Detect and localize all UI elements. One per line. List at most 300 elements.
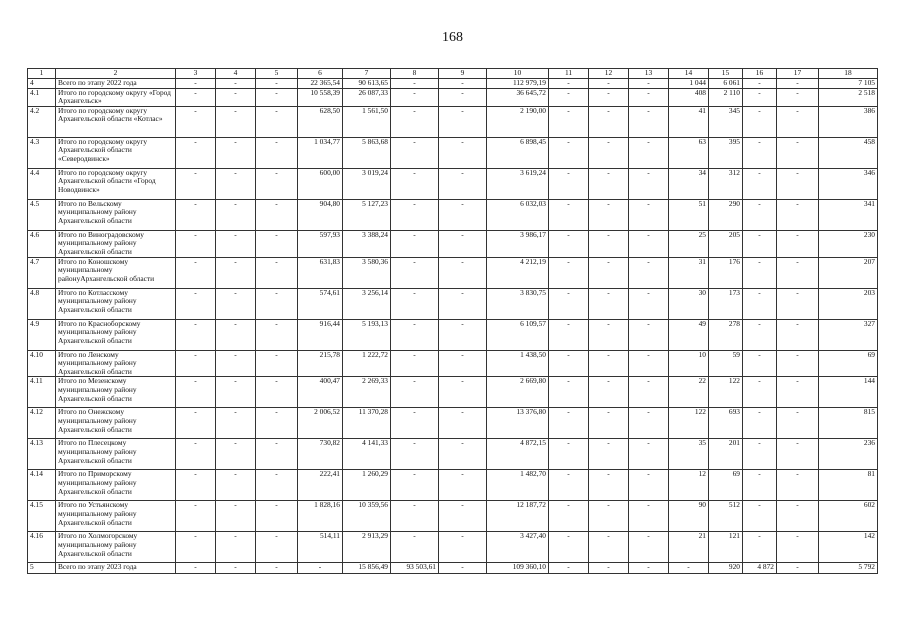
value-cell: - [549, 439, 589, 470]
row-name-cell: Итого по Коношскому муниципальному районуАрхангельской области [56, 257, 176, 288]
value-cell: - [549, 532, 589, 563]
row-name-cell: Итого по Онежскому муниципальному району Архангельской области [56, 408, 176, 439]
value-cell: 21 [669, 532, 709, 563]
value-cell: 386 [819, 106, 878, 137]
table-row [28, 501, 878, 532]
value-cell: 201 [709, 439, 743, 470]
value-cell: 35 [669, 439, 709, 470]
value-cell: - [549, 408, 589, 439]
value-cell: - [391, 288, 439, 319]
value-cell: - [629, 88, 669, 106]
row-name-cell: Итого по Виноградовскому муниципальному району Архангельской области [56, 230, 176, 257]
value-cell: 207 [819, 257, 878, 288]
value-cell: 512 [709, 501, 743, 532]
value-cell: 2 190,00 [487, 106, 549, 137]
table-row [28, 199, 878, 230]
value-cell: - [549, 137, 589, 168]
row-number-cell: 4.9 [28, 319, 56, 350]
value-cell: 3 388,24 [343, 230, 391, 257]
table-row [28, 257, 878, 288]
value-cell: 12 187,72 [487, 501, 549, 532]
row-name-cell: Итого по Приморскому муниципальному району Архангельской области [56, 470, 176, 501]
value-cell: - [216, 199, 256, 230]
table-row [28, 470, 878, 501]
value-cell: 3 019,24 [343, 168, 391, 199]
value-cell: 1 034,77 [298, 137, 343, 168]
value-cell: - [256, 532, 298, 563]
value-cell: 230 [819, 230, 878, 257]
value-cell: - [629, 106, 669, 137]
value-cell: - [777, 532, 819, 563]
value-cell: - [743, 137, 777, 168]
row-number-cell: 4 [28, 79, 56, 89]
value-cell: - [216, 288, 256, 319]
value-cell: - [176, 137, 216, 168]
value-cell: - [743, 230, 777, 257]
value-cell: 90 613,65 [343, 79, 391, 89]
value-cell: 1 561,50 [343, 106, 391, 137]
value-cell: - [216, 230, 256, 257]
value-cell: 81 [819, 470, 878, 501]
row-name-cell: Итого по Красноборскому муниципальному району Архангельской области [56, 319, 176, 350]
column-number-cell: 18 [819, 69, 878, 79]
value-cell: - [549, 377, 589, 408]
value-cell: - [176, 319, 216, 350]
value-cell: 628,50 [298, 106, 343, 137]
value-cell: - [256, 79, 298, 89]
value-cell: 2 669,80 [487, 377, 549, 408]
value-cell: 112 979,19 [487, 79, 549, 89]
value-cell: - [777, 230, 819, 257]
value-cell: 1 438,50 [487, 350, 549, 377]
value-cell: - [743, 288, 777, 319]
value-cell: - [589, 501, 629, 532]
value-cell: - [256, 257, 298, 288]
value-cell: 815 [819, 408, 878, 439]
value-cell: - [256, 319, 298, 350]
value-cell: - [549, 470, 589, 501]
value-cell: 346 [819, 168, 878, 199]
value-cell: 6 109,57 [487, 319, 549, 350]
column-number-cell: 14 [669, 69, 709, 79]
column-number-cell: 13 [629, 69, 669, 79]
table-row [28, 377, 878, 408]
row-name-cell: Итого по Котласскому муниципальному району Архангельской области [56, 288, 176, 319]
value-cell: - [439, 199, 487, 230]
value-cell: 41 [669, 106, 709, 137]
value-cell: - [256, 88, 298, 106]
value-cell: 25 [669, 230, 709, 257]
value-cell: - [439, 532, 487, 563]
table-row [28, 106, 878, 137]
row-name-cell: Итого по Ленскому муниципальному району Архангельской области [56, 350, 176, 377]
value-cell: - [629, 137, 669, 168]
value-cell: 11 370,28 [343, 408, 391, 439]
value-cell: - [439, 501, 487, 532]
value-cell: 22 365,54 [298, 79, 343, 89]
value-cell: - [777, 501, 819, 532]
column-number-row [28, 69, 878, 79]
value-cell: 90 [669, 501, 709, 532]
data-table [27, 68, 878, 574]
table-row [28, 563, 878, 574]
value-cell: - [439, 230, 487, 257]
value-cell: - [743, 319, 777, 350]
value-cell: - [391, 79, 439, 89]
value-cell: 31 [669, 257, 709, 288]
row-number-cell: 4.8 [28, 288, 56, 319]
value-cell: - [439, 377, 487, 408]
value-cell: - [439, 106, 487, 137]
column-number-cell: 15 [709, 69, 743, 79]
value-cell: - [589, 470, 629, 501]
value-cell: - [589, 439, 629, 470]
value-cell: 5 792 [819, 563, 878, 574]
row-name-cell: Итого по Вельскому муниципальному району Архангельской области [56, 199, 176, 230]
value-cell: - [391, 501, 439, 532]
column-number-cell: 6 [298, 69, 343, 79]
value-cell: 597,93 [298, 230, 343, 257]
value-cell: - [589, 408, 629, 439]
value-cell: - [439, 350, 487, 377]
column-number-cell: 10 [487, 69, 549, 79]
table-row [28, 532, 878, 563]
value-cell: - [391, 439, 439, 470]
value-cell: - [589, 350, 629, 377]
value-cell: - [391, 230, 439, 257]
value-cell: - [391, 377, 439, 408]
row-number-cell: 4.7 [28, 257, 56, 288]
row-name-cell: Итого по городскому округу Архангельской области «Котлас» [56, 106, 176, 137]
value-cell: 30 [669, 288, 709, 319]
value-cell: - [176, 439, 216, 470]
value-cell: 730,82 [298, 439, 343, 470]
value-cell: - [589, 230, 629, 257]
value-cell: - [777, 408, 819, 439]
value-cell: - [549, 88, 589, 106]
value-cell: 4 872,15 [487, 439, 549, 470]
value-cell: 3 830,75 [487, 288, 549, 319]
value-cell: 144 [819, 377, 878, 408]
value-cell: - [589, 532, 629, 563]
value-cell: 176 [709, 257, 743, 288]
value-cell: - [589, 288, 629, 319]
value-cell: - [439, 319, 487, 350]
row-number-cell: 5 [28, 563, 56, 574]
value-cell: - [391, 350, 439, 377]
column-number-cell: 8 [391, 69, 439, 79]
value-cell: 904,80 [298, 199, 343, 230]
value-cell: 278 [709, 319, 743, 350]
value-cell: - [391, 408, 439, 439]
value-cell: - [777, 439, 819, 470]
value-cell: - [549, 79, 589, 89]
value-cell: - [176, 532, 216, 563]
value-cell: - [298, 563, 343, 574]
table-row [28, 319, 878, 350]
value-cell: - [256, 501, 298, 532]
value-cell: - [549, 319, 589, 350]
value-cell: - [549, 501, 589, 532]
value-cell: 34 [669, 168, 709, 199]
value-cell: 36 645,72 [487, 88, 549, 106]
value-cell: 408 [669, 88, 709, 106]
value-cell: - [629, 350, 669, 377]
value-cell: - [216, 319, 256, 350]
value-cell: - [176, 288, 216, 319]
value-cell: 290 [709, 199, 743, 230]
value-cell: - [629, 199, 669, 230]
value-cell: 236 [819, 439, 878, 470]
value-cell: 203 [819, 288, 878, 319]
value-cell: - [777, 350, 819, 377]
value-cell: - [176, 88, 216, 106]
value-cell: - [216, 470, 256, 501]
value-cell: 49 [669, 319, 709, 350]
value-cell: 2 913,29 [343, 532, 391, 563]
value-cell: 2 110 [709, 88, 743, 106]
value-cell: - [391, 532, 439, 563]
value-cell: - [743, 168, 777, 199]
row-number-cell: 4.10 [28, 350, 56, 377]
row-name-cell: Всего по этапу 2022 года [56, 79, 176, 89]
value-cell: - [439, 257, 487, 288]
value-cell: - [629, 319, 669, 350]
row-number-cell: 4.6 [28, 230, 56, 257]
value-cell: 3 256,14 [343, 288, 391, 319]
value-cell: - [777, 137, 819, 168]
value-cell: - [777, 563, 819, 574]
value-cell: - [256, 137, 298, 168]
value-cell: 4 141,33 [343, 439, 391, 470]
value-cell: - [589, 199, 629, 230]
value-cell: 51 [669, 199, 709, 230]
row-number-cell: 4.15 [28, 501, 56, 532]
value-cell: - [216, 350, 256, 377]
value-cell: - [549, 563, 589, 574]
value-cell: 205 [709, 230, 743, 257]
value-cell: - [391, 319, 439, 350]
value-cell: - [777, 168, 819, 199]
value-cell: - [743, 470, 777, 501]
value-cell: 574,61 [298, 288, 343, 319]
value-cell: - [216, 106, 256, 137]
value-cell: - [176, 199, 216, 230]
value-cell: 6 898,45 [487, 137, 549, 168]
value-cell: - [256, 288, 298, 319]
column-number-cell: 17 [777, 69, 819, 79]
value-cell: - [589, 563, 629, 574]
value-cell: - [589, 106, 629, 137]
column-number-cell: 7 [343, 69, 391, 79]
value-cell: - [743, 532, 777, 563]
value-cell: 59 [709, 350, 743, 377]
value-cell: - [589, 137, 629, 168]
column-number-cell: 2 [56, 69, 176, 79]
value-cell: 1 828,16 [298, 501, 343, 532]
value-cell: 10 [669, 350, 709, 377]
value-cell: 222,41 [298, 470, 343, 501]
value-cell: - [391, 137, 439, 168]
value-cell: - [256, 106, 298, 137]
table-row [28, 88, 878, 106]
value-cell: 63 [669, 137, 709, 168]
row-name-cell: Итого по Плесецкому муниципальному району Архангельской области [56, 439, 176, 470]
value-cell: - [589, 319, 629, 350]
value-cell: - [439, 288, 487, 319]
value-cell: 4 212,19 [487, 257, 549, 288]
value-cell: 1 222,72 [343, 350, 391, 377]
value-cell: - [176, 230, 216, 257]
column-number-cell: 16 [743, 69, 777, 79]
value-cell: 916,44 [298, 319, 343, 350]
value-cell: 4 872 [743, 563, 777, 574]
value-cell: 5 863,68 [343, 137, 391, 168]
value-cell: - [743, 350, 777, 377]
value-cell: - [743, 199, 777, 230]
row-name-cell: Итого по Мезенскому муниципальному району Архангельской области [56, 377, 176, 408]
value-cell: - [777, 257, 819, 288]
value-cell: - [439, 439, 487, 470]
row-number-cell: 4.12 [28, 408, 56, 439]
table-row [28, 408, 878, 439]
value-cell: 10 558,39 [298, 88, 343, 106]
value-cell: 109 360,10 [487, 563, 549, 574]
value-cell: 312 [709, 168, 743, 199]
value-cell: - [629, 257, 669, 288]
value-cell: - [439, 470, 487, 501]
value-cell: - [216, 439, 256, 470]
value-cell: 22 [669, 377, 709, 408]
value-cell: 3 986,17 [487, 230, 549, 257]
value-cell: 3 619,24 [487, 168, 549, 199]
column-number-cell: 12 [589, 69, 629, 79]
value-cell: - [549, 288, 589, 319]
value-cell: 514,11 [298, 532, 343, 563]
value-cell: - [629, 230, 669, 257]
row-name-cell: Итого по Устьянскому муниципальному району Архангельской области [56, 501, 176, 532]
value-cell: - [256, 439, 298, 470]
value-cell: - [176, 501, 216, 532]
value-cell: 395 [709, 137, 743, 168]
value-cell: - [629, 168, 669, 199]
value-cell: - [777, 88, 819, 106]
value-cell: - [439, 408, 487, 439]
value-cell: 122 [669, 408, 709, 439]
value-cell: - [589, 257, 629, 288]
value-cell: - [216, 257, 256, 288]
value-cell: - [176, 470, 216, 501]
value-cell: 142 [819, 532, 878, 563]
value-cell: 631,83 [298, 257, 343, 288]
table-row [28, 288, 878, 319]
value-cell: - [743, 79, 777, 89]
value-cell: - [629, 408, 669, 439]
value-cell: - [439, 168, 487, 199]
value-cell: 345 [709, 106, 743, 137]
value-cell: - [216, 88, 256, 106]
value-cell: - [176, 377, 216, 408]
value-cell: 2 269,33 [343, 377, 391, 408]
value-cell: 600,00 [298, 168, 343, 199]
value-cell: - [669, 563, 709, 574]
value-cell: - [216, 79, 256, 89]
value-cell: 2 518 [819, 88, 878, 106]
value-cell: 458 [819, 137, 878, 168]
value-cell: - [216, 137, 256, 168]
value-cell: 15 856,49 [343, 563, 391, 574]
row-number-cell: 4.11 [28, 377, 56, 408]
column-number-cell: 9 [439, 69, 487, 79]
value-cell: - [439, 88, 487, 106]
value-cell: 26 087,33 [343, 88, 391, 106]
value-cell: - [176, 563, 216, 574]
value-cell: 1 260,29 [343, 470, 391, 501]
value-cell: - [589, 377, 629, 408]
value-cell: 7 105 [819, 79, 878, 89]
row-number-cell: 4.5 [28, 199, 56, 230]
value-cell: - [777, 79, 819, 89]
value-cell: - [549, 199, 589, 230]
row-number-cell: 4.1 [28, 88, 56, 106]
value-cell: 920 [709, 563, 743, 574]
page-number: 168 [442, 30, 463, 45]
value-cell: - [176, 168, 216, 199]
value-cell: - [743, 88, 777, 106]
value-cell: - [256, 470, 298, 501]
value-cell: 6 061 [709, 79, 743, 89]
value-cell: 400,47 [298, 377, 343, 408]
value-cell: 10 359,56 [343, 501, 391, 532]
value-cell: - [777, 106, 819, 137]
value-cell: - [256, 230, 298, 257]
value-cell: 5 193,13 [343, 319, 391, 350]
value-cell: - [549, 230, 589, 257]
value-cell: - [589, 168, 629, 199]
table-row [28, 137, 878, 168]
row-name-cell: Итого по Холмогорскому муниципальному району Архангельской области [56, 532, 176, 563]
value-cell: - [176, 106, 216, 137]
value-cell: 2 006,52 [298, 408, 343, 439]
value-cell: - [777, 470, 819, 501]
column-number-cell: 4 [216, 69, 256, 79]
value-cell: - [777, 288, 819, 319]
table-row [28, 230, 878, 257]
value-cell: - [629, 563, 669, 574]
value-cell: - [629, 79, 669, 89]
value-cell: - [743, 106, 777, 137]
table-row [28, 79, 878, 89]
row-name-cell: Всего по этапу 2023 года [56, 563, 176, 574]
value-cell: - [216, 408, 256, 439]
value-cell: 173 [709, 288, 743, 319]
value-cell: - [439, 79, 487, 89]
row-name-cell: Итого по городскому округу Архангельской области «Северодвинск» [56, 137, 176, 168]
row-number-cell: 4.14 [28, 470, 56, 501]
value-cell: 327 [819, 319, 878, 350]
value-cell: - [391, 470, 439, 501]
value-cell: - [629, 439, 669, 470]
value-cell: - [589, 88, 629, 106]
value-cell: - [777, 319, 819, 350]
column-number-cell: 5 [256, 69, 298, 79]
value-cell: 13 376,80 [487, 408, 549, 439]
value-cell: 122 [709, 377, 743, 408]
value-cell: - [743, 408, 777, 439]
table-row [28, 168, 878, 199]
value-cell: - [216, 377, 256, 408]
value-cell: - [743, 501, 777, 532]
